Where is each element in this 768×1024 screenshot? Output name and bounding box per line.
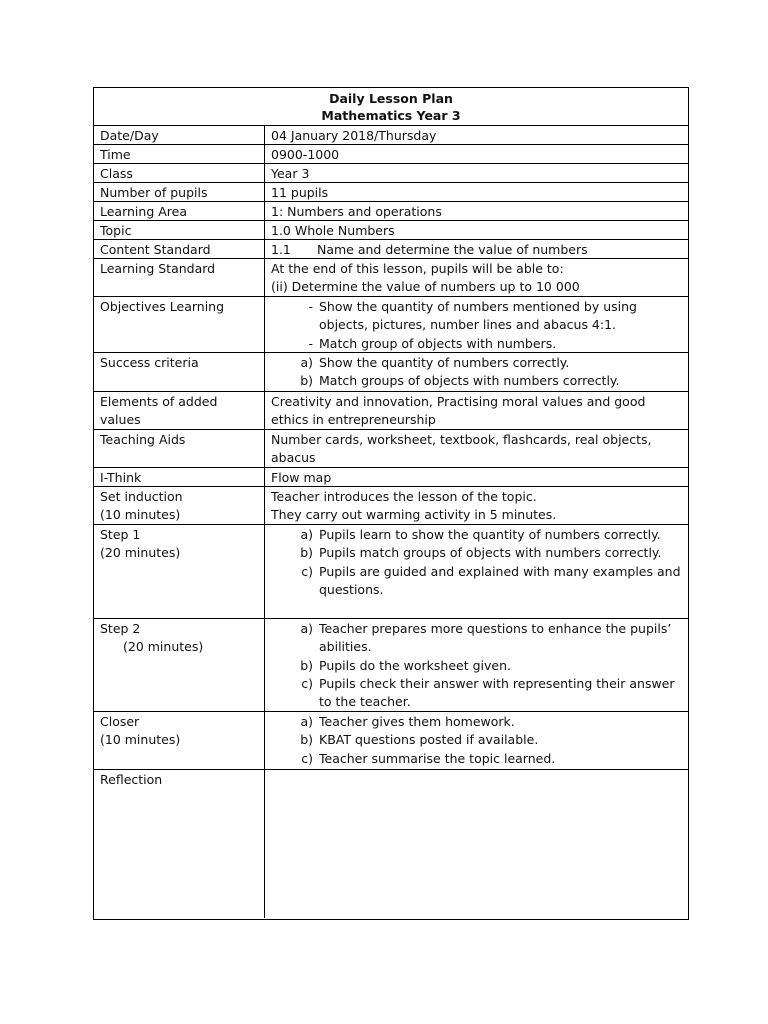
row-label: Learning Standard	[94, 259, 265, 296]
row-label: Objectives Learning	[94, 297, 265, 352]
text-line: They carry out warming activity in 5 minutes.	[271, 507, 557, 523]
step-duration: (20 minutes)	[100, 545, 181, 561]
row-value: 0900-1000	[271, 147, 340, 162]
row-value	[265, 259, 688, 296]
row-date	[94, 126, 688, 145]
row-pupils	[94, 183, 688, 202]
list-item	[271, 657, 682, 675]
row-label: Teaching Aids	[94, 430, 265, 467]
list-item	[271, 372, 682, 390]
list-item	[271, 298, 682, 335]
step-duration: (10 minutes)	[100, 507, 181, 523]
row-label: Success criteria	[94, 353, 265, 391]
list-item	[271, 713, 682, 731]
item-marker: a)	[300, 527, 313, 542]
item-marker: -	[308, 335, 313, 351]
standard-text: Name and determine the value of numbers	[317, 242, 588, 257]
item-marker: c)	[301, 563, 313, 579]
row-label	[94, 487, 265, 524]
row-label	[94, 712, 265, 769]
list-item	[271, 750, 682, 768]
row-value	[265, 712, 688, 769]
row-value	[265, 353, 688, 391]
item-marker: b)	[300, 373, 313, 389]
item-marker: -	[308, 299, 313, 314]
list-item	[271, 354, 682, 372]
standard-number: 1.1	[271, 242, 291, 257]
row-label: Elements of added values	[94, 392, 265, 429]
item-text: KBAT questions posted if available.	[319, 732, 539, 748]
step-name: Set induction	[100, 489, 183, 504]
item-text: Pupils do the worksheet given.	[319, 657, 511, 673]
row-value: 1: Numbers and operations	[271, 204, 442, 219]
list-item	[271, 544, 682, 562]
row-value	[265, 525, 688, 618]
item-text: Show the quantity of numbers correctly.	[319, 355, 570, 370]
row-value: Flow map	[271, 470, 332, 485]
list-item	[271, 526, 682, 544]
item-text: Pupils learn to show the quantity of numbers correctly.	[319, 527, 661, 542]
row-label: Class	[94, 164, 265, 182]
row-value: 11 pupils	[271, 185, 329, 200]
row-topic	[94, 221, 688, 240]
row-learning-standard	[94, 259, 688, 297]
item-marker: a)	[300, 714, 313, 729]
row-value: 04 January 2018/Thursday	[271, 128, 437, 143]
row-elements-added-values	[94, 392, 688, 430]
row-i-think	[94, 468, 688, 487]
item-text: Pupils check their answer with representing their answer to the teacher.	[319, 675, 675, 710]
row-label: Content Standard	[94, 240, 265, 258]
row-teaching-aids	[94, 430, 688, 468]
row-content-standard	[94, 240, 688, 259]
step-duration: (10 minutes)	[100, 732, 181, 748]
item-marker: c)	[301, 750, 313, 766]
row-label: Reflection	[94, 770, 265, 918]
row-step-1	[94, 525, 688, 619]
row-set-induction	[94, 487, 688, 525]
row-label: Time	[94, 145, 265, 163]
row-label: Learning Area	[94, 202, 265, 220]
row-value: Year 3	[271, 166, 310, 181]
item-marker: b)	[300, 545, 313, 561]
row-label	[94, 619, 265, 711]
row-closer	[94, 712, 688, 770]
row-value	[265, 297, 688, 352]
text-line: Teacher introduces the lesson of the topic.	[271, 489, 537, 504]
row-value: Number cards, worksheet, textbook, flashcards, real objects, abacus	[271, 432, 652, 466]
plan-subtitle: Mathematics Year 3	[321, 108, 461, 123]
list-item	[271, 731, 682, 749]
reflection-field	[265, 770, 688, 918]
list-item	[271, 563, 682, 600]
row-value	[265, 240, 688, 258]
plan-title: Daily Lesson Plan	[329, 91, 453, 106]
row-objectives	[94, 297, 688, 353]
item-text: Teacher prepares more questions to enhance the pupils’ abilities.	[319, 621, 672, 655]
text-line: (ii) Determine the value of numbers up to 10 000	[271, 279, 580, 295]
row-value: Creativity and innovation, Practising moral values and good ethics in entrepreneurship	[271, 394, 646, 428]
item-marker: c)	[301, 675, 313, 691]
row-learning-area	[94, 202, 688, 221]
row-label: Date/Day	[94, 126, 265, 144]
item-text: Pupils are guided and explained with many examples and questions.	[319, 563, 681, 597]
item-marker: b)	[300, 657, 313, 673]
item-text: Teacher summarise the topic learned.	[319, 750, 556, 766]
step-name: Closer	[100, 714, 140, 729]
item-marker: a)	[300, 355, 313, 370]
lesson-plan-table	[93, 87, 689, 920]
row-label: Number of pupils	[94, 183, 265, 201]
item-text: Teacher gives them homework.	[319, 714, 515, 729]
row-reflection	[94, 770, 688, 918]
step-name: Step 2	[100, 621, 141, 636]
row-value	[265, 619, 688, 711]
row-step-2	[94, 619, 688, 712]
item-text: Show the quantity of numbers mentioned by using objects, pictures, number lines and abacus 4:1.	[319, 299, 637, 333]
list-item	[271, 620, 682, 657]
step-duration: (20 minutes)	[123, 639, 204, 655]
item-marker: a)	[300, 621, 313, 636]
table-header	[94, 88, 688, 126]
step-name: Step 1	[100, 527, 141, 542]
row-time	[94, 145, 688, 164]
text-line: At the end of this lesson, pupils will be able to:	[271, 261, 564, 276]
row-value	[265, 487, 688, 524]
list-item	[271, 335, 682, 353]
item-text: Match groups of objects with numbers correctly.	[319, 373, 620, 389]
row-label: Topic	[94, 221, 265, 239]
list-item	[271, 675, 682, 712]
row-class	[94, 164, 688, 183]
row-label: I-Think	[94, 468, 265, 486]
row-label	[94, 525, 265, 618]
item-text: Pupils match groups of objects with numbers correctly.	[319, 545, 662, 561]
row-success-criteria	[94, 353, 688, 392]
item-text: Match group of objects with numbers.	[319, 335, 557, 351]
row-value: 1.0 Whole Numbers	[271, 223, 395, 238]
item-marker: b)	[300, 732, 313, 748]
